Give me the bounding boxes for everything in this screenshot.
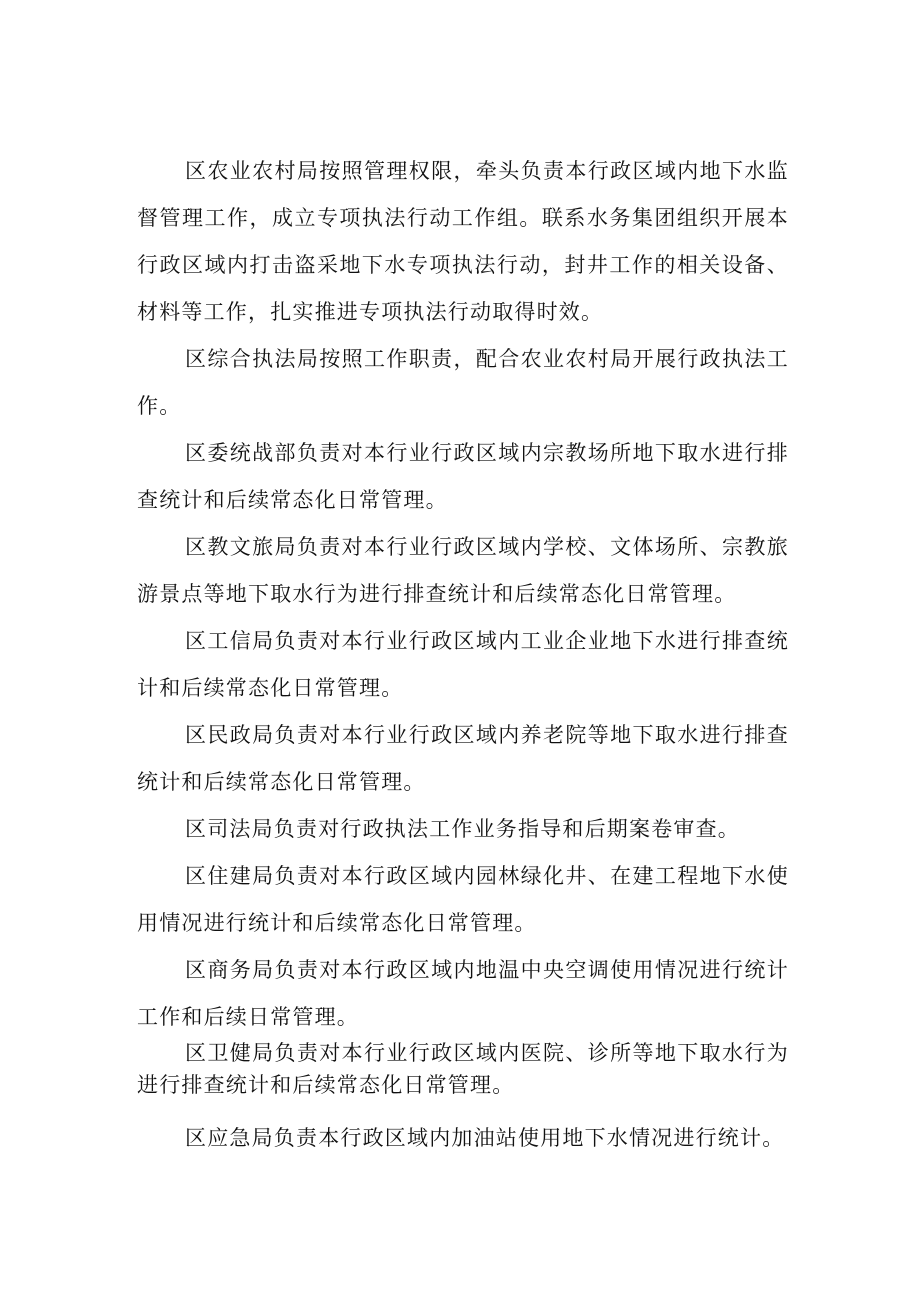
paragraph-united-front-department: 区委统战部负责对本行业行政区域内宗教场所地下取水进行排查统计和后续常态化日常管理。 <box>137 441 789 512</box>
document-body <box>137 148 789 1162</box>
paragraph-enforcement-bureau: 区综合执法局按照工作职责，配合农业农村局开展行政执法工作。 <box>137 347 789 418</box>
paragraph-justice-bureau: 区司法局负责对行政执法工作业务指导和后期案卷审查。 <box>185 817 740 841</box>
paragraph-agriculture-bureau: 区农业农村局按照管理权限，牵头负责本行政区域内地下水监督管理工作，成立专项执法行动工作组。联系水务集团组织开展本行政区域内打击盗采地下水专项执法行动，封井工作的相关设备、材料等工作，扎实推进专项执法行动取得时效。 <box>137 159 789 324</box>
paragraph-health-bureau: 区卫健局负责对本行业行政区域内医院、诊所等地下取水行为进行排查统计和后续常态化日常管理。 <box>137 1041 789 1097</box>
paragraph-civil-affairs-bureau: 区民政局负责对本行业行政区域内养老院等地下取水进行排查统计和后续常态化日常管理。 <box>137 723 789 794</box>
paragraph-industry-information-bureau: 区工信局负责对本行业行政区域内工业企业地下水进行排查统计和后续常态化日常管理。 <box>137 629 789 700</box>
paragraph-education-culture-tourism-bureau: 区教文旅局负责对本行业行政区域内学校、文体场所、宗教旅游景点等地下取水行为进行排查统计和后续常态化日常管理。 <box>137 535 789 606</box>
paragraph-emergency-bureau: 区应急局负责本行政区域内加油站使用地下水情况进行统计。 <box>185 1126 785 1150</box>
paragraph-commerce-bureau: 区商务局负责对本行政区域内地温中央空调使用情况进行统计工作和后续日常管理。 <box>137 958 789 1029</box>
paragraph-housing-construction-bureau: 区住建局负责对本行政区域内园林绿化井、在建工程地下水使用情况进行统计和后续常态化日常管理。 <box>137 864 789 935</box>
